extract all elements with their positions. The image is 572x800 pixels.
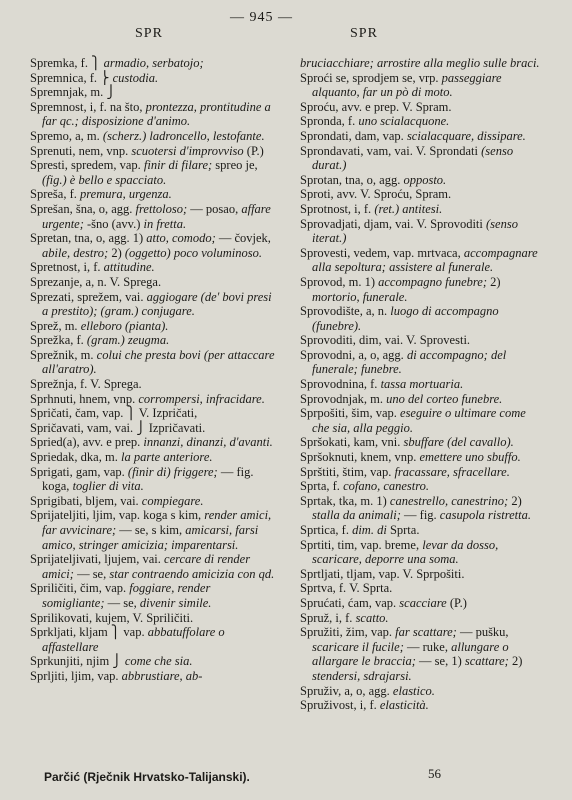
dictionary-entry: Spriedak, dka, m. la parte anteriore.	[30, 450, 213, 465]
dictionary-entry: Sprijateljiti, ljim, vap. koga s kim, render amici, far avvicinare; — se, s kim, amicarsi, farsi amico, stringer amicizia; imparentarsi.	[30, 508, 272, 552]
dictionary-entry: Sprešan, šna, o, agg. frettoloso; — posao, affare urgente; -šno (avv.) in fretta.	[30, 201, 271, 231]
dictionary-entry: Spruživ, a, o, agg. elastico.	[300, 683, 435, 698]
dictionary-entry: Spremnost, i, f. na što, prontezza, prontitudine a far qc.; disposizione d'animo.	[30, 99, 271, 129]
dictionary-entry: Spričati, čam, vap. ⎫ V. Izpričati,	[30, 406, 198, 421]
dictionary-entry: bruciacchiare; arrostire alla meglio sulle braci.	[300, 56, 540, 70]
dictionary-entry: Spršoknuti, knem, vnp. emettere uno sbuffo.	[300, 450, 521, 465]
footer-credit: Parčić (Rječnik Hrvatsko-Talijanski).	[44, 770, 250, 784]
dictionary-entry: Sprta, f. cofano, canestro.	[300, 479, 430, 494]
dictionary-entry: Sprotnost, i, f. (ret.) antitesi.	[300, 201, 443, 216]
dictionary-entry: Spretan, tna, o, agg. 1) atto, comodo; — čovjek, abile, destro; 2) (oggetto) poco voluminoso.	[30, 231, 271, 260]
dictionary-entry: Sprezati, sprežem, vai. aggiogare (de' bovi presi a prestito); (gram.) conjugare.	[30, 289, 272, 319]
dictionary-entry: Sprtljati, tljam, vap. V. Sprpošiti.	[300, 566, 465, 581]
dictionary-entry: Spruživost, i, f. elasticità.	[300, 698, 429, 713]
dictionary-entry: Spršokati, kam, vni. sbuffare (del cavallo).	[300, 435, 514, 450]
dictionary-entry: Sprovodnjak, m. uno del corteo funebre.	[300, 391, 503, 406]
dictionary-entry: Sproti, avv. V. Sproću, Spram.	[300, 187, 452, 202]
dictionary-entry: Sprigati, gam, vap. (finir di) friggere; — fig. koga, toglier di vita.	[30, 464, 254, 494]
dictionary-entry: Sprovesti, vedem, vap. mrtvaca, accompagnare alla sepoltura; assistere al funerale.	[300, 245, 538, 275]
dictionary-entry: Sproću, avv. e prep. V. Spram.	[300, 99, 452, 114]
dictionary-entry: Sprežnja, f. V. Sprega.	[30, 377, 142, 392]
dictionary-entry: Sprljiti, ljim, vap. abbrustiare, ab-	[30, 668, 203, 683]
dictionary-entry: Sprondati, dam, vap. scialacquare, dissipare.	[300, 128, 526, 143]
dictionary-entry: Sprtva, f. V. Sprta.	[300, 581, 393, 596]
right-column	[300, 56, 545, 713]
dictionary-entry: Sprovoditi, dim, vai. V. Sprovesti.	[300, 333, 471, 348]
dictionary-entry: Sprijateljivati, ljujem, vai. cercare di render amici; — se, star contraendo amicizia con qd.	[30, 552, 275, 581]
dictionary-entry: Sprilikovati, kujem, V. Spriličiti.	[30, 610, 194, 625]
dictionary-entry: Sprštiti, štim, vap. fracassare, sfracellare.	[300, 464, 510, 479]
dictionary-entry: Spružiti, žim, vap. far scattare; — pušku, scaricare il fucile; — ruke, allungare o allargare le braccia; — se, 1) scattare; 2) stendersi, sdrajarsi.	[300, 625, 523, 683]
dictionary-entry: Sprovodni, a, o, agg. di accompagno; del funerale; funebre.	[300, 347, 507, 377]
dictionary-entry: Sprtica, f. dim. di Sprta.	[300, 523, 420, 537]
dictionary-entry: Spremnica, f. ⎬ custodia.	[30, 70, 159, 85]
header-left-guide-word: SPR	[135, 26, 163, 41]
dictionary-entry: Sprpošiti, šim, vap. eseguire o ultimare come che sia, alla peggio.	[300, 406, 526, 435]
page-header	[0, 10, 572, 41]
dictionary-entry: Sprondavati, vam, vai. V. Sprondati (senso durat.)	[300, 143, 514, 173]
dictionary-entry: Sprotan, tna, o, agg. opposto.	[300, 172, 447, 187]
dictionary-entry: Sprhnuti, hnem, vnp. corrompersi, infracidare.	[30, 391, 265, 406]
dictionary-entry: Spretnost, i, f. attitudine.	[30, 260, 155, 275]
left-column	[30, 56, 275, 684]
dictionary-entry: Sprkunjiti, njim ⎭ come che sia.	[30, 654, 193, 669]
dictionary-entry: Spremnjak, m. ⎭	[30, 85, 116, 100]
dictionary-entry: Sprež, m. elleboro (pianta).	[30, 318, 169, 333]
page-number: — 945 —	[230, 10, 293, 25]
dictionary-entry: Sprovodnina, f. tassa mortuaria.	[300, 377, 464, 392]
dictionary-entry: Sprežka, f. (gram.) zeugma.	[30, 333, 170, 348]
dictionary-entry: Sprkljati, kljam ⎫ vap. abbatuffolare o affastellare	[30, 625, 225, 654]
footer-signature: 56	[428, 766, 441, 781]
dictionary-entry: Spremo, a, m. (scherz.) ladroncello, lestofante.	[30, 128, 265, 143]
dictionary-entry: Spronda, f. uno scialacquone.	[300, 114, 450, 129]
dictionary-entry: Sprtiti, tim, vap. breme, levar da dosso, scaricare, deporre una soma.	[300, 537, 499, 567]
dictionary-entry: Sprenuti, nem, vnp. scuotersi d'improvviso (P.)	[30, 143, 264, 158]
dictionary-entry: Sprigibati, bljem, vai. compiegare.	[30, 493, 204, 508]
dictionary-entry: Spresti, spredem, vap. finir di filare; spreo je, (fig.) è bello e spacciato.	[30, 158, 258, 187]
dictionary-entry: Sprovod, m. 1) accompagno funebre; 2) mortorio, funerale.	[300, 274, 501, 304]
dictionary-entry: Sprtak, tka, m. 1) canestrello, canestrino; 2) stalla da animali; — fig. casupola ristretta.	[300, 493, 532, 523]
dictionary-entry: Spriličiti, čim, vap. foggiare, render somigliante; — se, divenir simile.	[30, 581, 212, 610]
dictionary-entry: Spreša, f. premura, urgenza.	[30, 187, 172, 202]
dictionary-entry: Sprućati, ćam, vap. scacciare (P.)	[300, 595, 467, 610]
dictionary-entry: Spričavati, vam, vai. ⎭ Izpričavati.	[30, 420, 206, 435]
dictionary-entry: Spried(a), avv. e prep. innanzi, dinanzi, d'avanti.	[30, 435, 273, 450]
header-right-guide-word: SPR	[350, 26, 378, 41]
dictionary-entry: Sprezanje, a, n. V. Sprega.	[30, 274, 162, 289]
dictionary-entry: Sproći se, sprodjem se, vrp. passeggiare alquanto, far un pò di moto.	[300, 70, 502, 100]
dictionary-entry: Sprežnik, m. colui che presta bovi (per attaccare all'aratro).	[30, 347, 275, 377]
dictionary-entry: Spremka, f. ⎫ armadio, serbatojo;	[30, 56, 204, 70]
dictionary-entry: Sprovadjati, djam, vai. V. Sprovoditi (senso iterat.)	[300, 216, 518, 246]
dictionary-entry: Sprovodište, a, n. luogo di accompagno (funebre).	[300, 304, 499, 333]
dictionary-entry: Spruž, i, f. scatto.	[300, 610, 389, 625]
